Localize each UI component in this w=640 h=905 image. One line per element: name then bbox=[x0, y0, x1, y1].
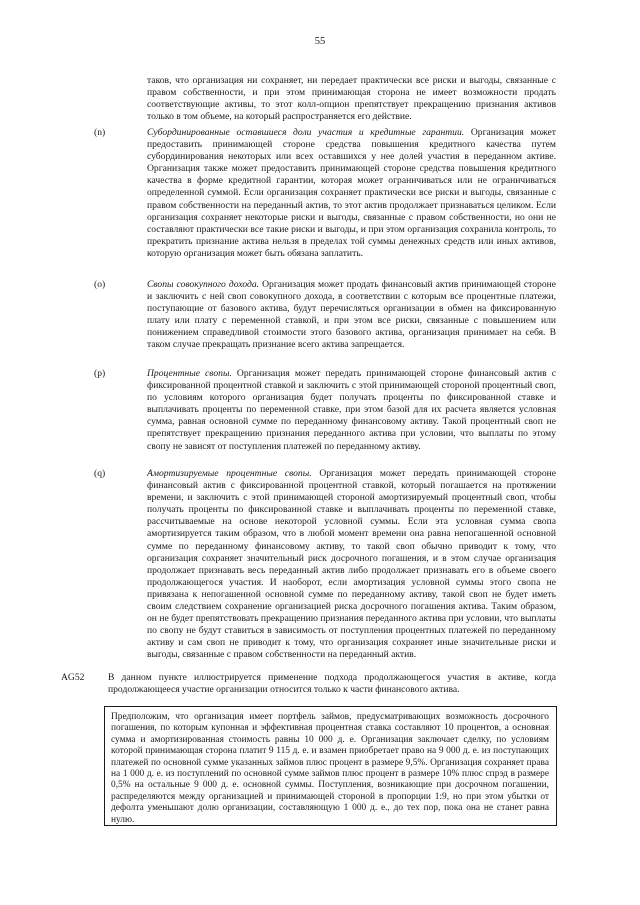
item-body: Организация может продать финансовый актив принимающей стороне и заключить с ней своп совокупного дохода, в соответствии с которым все процентные платежи, поступающие от базового актива, будут перечисляться организации в обмен на фиксированную плату или плату с переменной ставкой, и при этом все риски, связанные с повышением или понижением справедливой стоимости этого базового актива, организация принимает на себя. В таком случае прекращать признание всего актива запрещается. bbox=[147, 279, 557, 351]
item-text bbox=[147, 127, 556, 260]
page-number: 55 bbox=[314, 36, 326, 47]
item-heading: Субординированные оставшиеся доли участия и кредитные гарантии. bbox=[147, 127, 465, 138]
example-text: Предположим, что организация имеет портфель займов, предусматривающих возможность досрочного погашения, по которым купонная и эффективная процентная ставка составляют 10 процентов, а основная сумма и амортизированная стоимость равны 10 000 д. е. Организация заключает сделку, по условиям которой принимающая сторона платит 9 115 д. е. и взамен приобретает право на 9 000 д. е. из поступающих платежей по основной сумме указанных займов плюс процент в размере 9,5%. Организация сохраняет права на 1 000 д. е. из поступлений по основной сумме займов плюс процент в размере 10% плюс спрэд в размере 0,5% на остальные 9 000 д. е. основной суммы. Поступления, возникающие при досрочном погашении, распределяются между организацией и принимающей стороной в пропорции 1:9, но при этом убытки от дефолта уменьшают долю организации, составляющую 1 000 д. е., до тех пор, пока она не станет равна нулю. bbox=[111, 712, 549, 825]
item-body: Организация может передать принимающей стороне финансовый актив с фиксированной процентной ставкой, который погашается на протяжении времени, и заключить с этой принимающей стороной амортизируемый процентный своп, чтобы получать проценты по фиксированной ставке и выплачивать проценты по переменной ставке, рассчитываемые на основе некоторой условной суммы. Если эта условная сумма свопа амортизируется таким образом, что в любой момент времени она равна непогашенной основной сумме по переданному финансовому активу, то такой своп обычно приводит к тому, что организация сохраняет значительный риск досрочного погашения, и в этом случае организация продолжает признавать весь переданный актив либо продолжает признавать его в объеме своего продолжающегося участия. И наоборот, если амортизация условной суммы этого свопа не привязана к непогашенной основной сумме по переданному активу, такой своп не будет иметь своим следствием сохранение организацией риска досрочного погашения актива. Таким образом, он не будет препятствовать прекращению признания переданного актива при условии, что выплаты по свопу не будут ставиться в зависимость от поступления процентных платежей по переданному активу и сам своп не приводит к тому, что организация сохраняет иные значительные риски и выгоды, связанные с правом собственности на переданный актив. bbox=[147, 468, 557, 661]
item-heading: Свопы совокупного дохода. bbox=[147, 279, 260, 290]
item-marker: (p) bbox=[94, 368, 106, 379]
item-marker: (q) bbox=[94, 468, 106, 479]
intro-paragraph: таков, что организация ни сохраняет, ни передает практически все риски и выгоды, связанные с правом собственности, и при этом принимающая сторона не имеет возможности продать соответствующие активы, то этот колл-опцион препятствует прекращению признания активов только в том объеме, на который распространяется его действие. bbox=[147, 75, 556, 123]
item-marker: (o) bbox=[94, 279, 106, 290]
item-text bbox=[147, 468, 556, 662]
item-body: Организация может передать принимающей стороне финансовый актив с фиксированной процентной ставкой и заключить с этой принимающей стороной процентный своп, по условиям которого организация будет получать проценты по фиксированной ставке и выплачивать проценты по переменной ставке, при этом базой для их расчета является условная сумма, равная основной сумме по переданному финансовому активу. Такой процентный своп не препятствует прекращению признания переданного актива при условии, что выплаты по этому свопу не зависят от поступления платежей по переданному активу. bbox=[147, 368, 557, 452]
ag52-text: В данном пункте иллюстрируется применение подхода продолжающегося участия в активе, когда продолжающееся участие организации относится только к части финансового актива. bbox=[108, 672, 556, 696]
item-text bbox=[147, 279, 556, 352]
ag52-marker: AG52 bbox=[61, 672, 85, 683]
item-heading: Процентные свопы. bbox=[147, 368, 232, 379]
item-heading: Амортизируемые процентные свопы. bbox=[147, 468, 312, 479]
item-text bbox=[147, 368, 556, 453]
example-box bbox=[104, 706, 557, 826]
item-body: Организация может предоставить принимающей стороне средства повышения кредитного качества путем субординирования некоторых или всех оставшихся у нее долей участия в переданном активе. Организация также может предоставить принимающей стороне средства повышения кредитного качества в форме кредитной гарантии, которая может ограничиваться или не ограничиваться определенной суммой. Если организация сохраняет практически все риски и выгоды, связанные с правом собственности на переданный актив, то этот актив продолжает признаваться целиком. Если организация сохраняет некоторые риски и выгоды, связанные с правом собственности, но они не составляют практически все такие риски и выгоды, и при этом организация сохранила контроль, то прекратить признание актива нельзя в пределах той суммы денежных средств или иных активов, которую организация может быть обязана заплатить. bbox=[147, 127, 556, 259]
item-marker: (n) bbox=[94, 127, 106, 138]
